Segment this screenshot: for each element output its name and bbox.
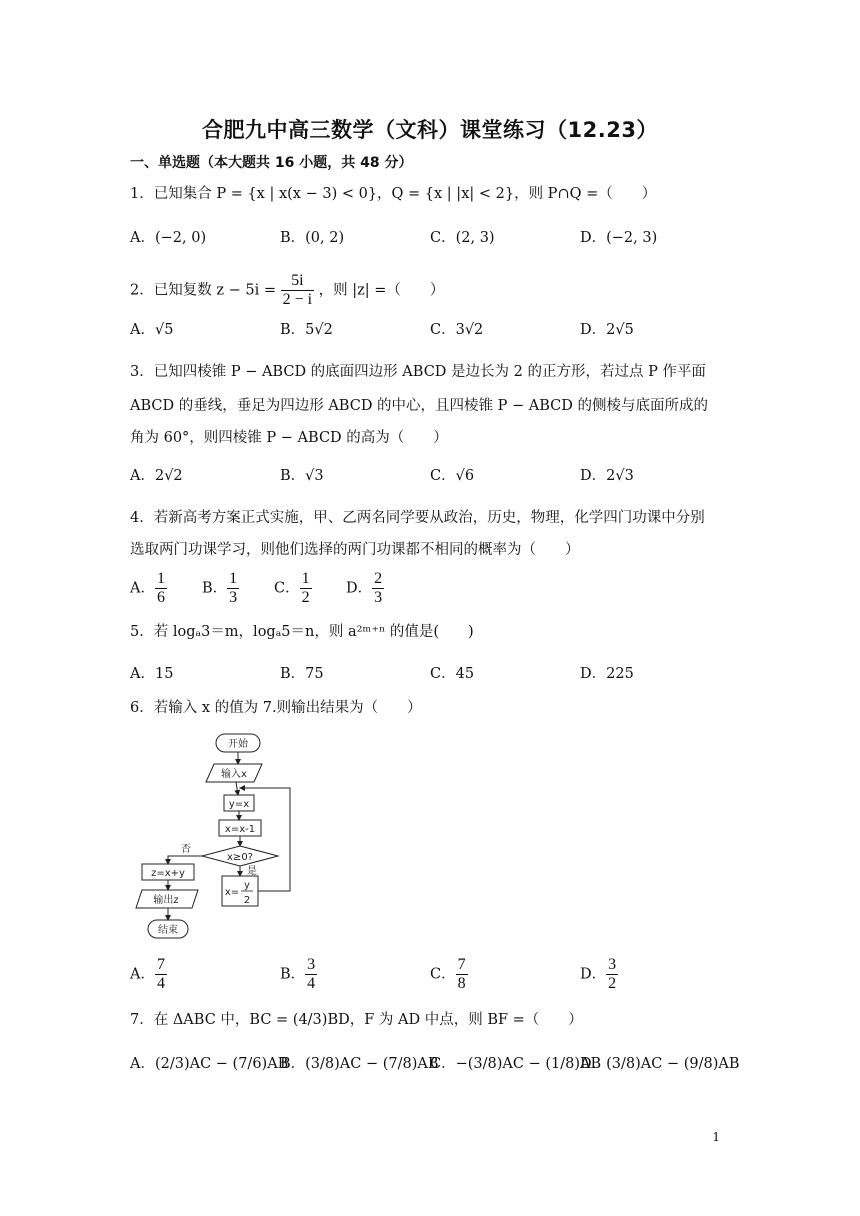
q2-option-c: C．3√2	[430, 322, 484, 338]
flow-half-lhs: x=	[224, 887, 240, 898]
q5-option-d: D．225	[580, 666, 634, 682]
section-heading: 一、单选题（本大题共 16 小题，共 48 分）	[130, 155, 413, 171]
flowchart	[128, 728, 308, 943]
flow-z: z=x+y	[151, 868, 185, 879]
q7-option-c: C．−(3/8)AC − (1/8)AB	[430, 1056, 602, 1072]
flow-half-den: 2	[243, 895, 251, 906]
q6-option-c: C． $\frac{7}{8}$	[430, 956, 466, 992]
q4-line-2: 选取两门功课学习，则他们选择的两门功课都不相同的概率为（ ）	[130, 542, 580, 558]
q5-option-c: C．45	[430, 666, 475, 682]
q5-option-b: B．75	[280, 666, 324, 682]
q3-line-3: 角为 60°，则四棱锥 P − ABCD 的高为（ ）	[130, 430, 448, 446]
q1-option-d: D．(−2, 3)	[580, 230, 658, 246]
q6-option-d: D． $\frac{3}{2}$	[580, 956, 617, 992]
q4-option-c: C． $\frac{1}{2}$	[274, 570, 310, 606]
q6-stem: 6．若输入 x 的值为 7.则输出结果为（ ）	[130, 700, 422, 716]
flow-end: 结束	[158, 925, 178, 936]
q2-stem-post: ，则 |z| =（ ）	[318, 282, 445, 299]
q1-option-a: A．(−2, 0)	[130, 230, 207, 246]
page-title: 合肥九中高三数学（文科）课堂练习（12.23）	[202, 118, 658, 142]
q7-stem: 7．在 ΔABC 中，BC = (4/3)BD，F 为 AD 中点，则 BF =（ ）	[130, 1012, 583, 1028]
q6-option-b: B． $\frac{3}{4}$	[280, 956, 316, 992]
q2-option-d: D．2√5	[580, 322, 634, 338]
q1-option-c: C．(2, 3)	[430, 230, 495, 246]
flow-yes-label: 是	[247, 866, 257, 877]
flow-output: 输出z	[153, 895, 179, 906]
q2-stem-pre: 2．已知复数 z − 5i =	[130, 282, 276, 299]
q4-option-d: D． $\frac{2}{3}$	[346, 570, 383, 606]
q4-option-b: B． $\frac{1}{3}$	[202, 570, 238, 606]
q3-option-c: C．√6	[430, 468, 475, 484]
flow-condition: x≥0?	[227, 852, 253, 863]
q2-option-b: B．5√2	[280, 322, 333, 338]
page-number: 1	[712, 1130, 720, 1144]
q5-stem: 5．若 logₐ3＝m，logₐ5＝n，则 a²ᵐ⁺ⁿ 的值是( )	[130, 624, 474, 640]
q4-option-a: A． $\frac{1}{6}$	[130, 570, 165, 606]
q2-option-a: A．√5	[130, 322, 174, 338]
q7-option-b: B．(3/8)AC − (7/8)AB	[280, 1056, 439, 1072]
q3-line-1: 3．已知四棱锥 P − ABCD 的底面四边形 ABCD 是边长为 2 的正方形，若过点 P 作平面	[130, 364, 706, 380]
q3-option-d: D．2√3	[580, 468, 634, 484]
q6-option-a: A． $\frac{7}{4}$	[130, 956, 165, 992]
q3-line-2: ABCD 的垂线，垂足为四边形 ABCD 的中心，且四棱锥 P − ABCD 的侧棱与底面所成的	[130, 398, 709, 414]
flow-start: 开始	[228, 739, 248, 750]
q4-line-1: 4．若新高考方案正式实施，甲、乙两名同学要从政治，历史，物理，化学四门功课中分别	[130, 510, 705, 526]
flow-input: 输入x	[221, 769, 247, 780]
q7-option-d: D．(3/8)AC − (9/8)AB	[580, 1056, 740, 1072]
q2-fraction: $\frac{5i}{2 - i}$	[282, 272, 313, 308]
q1-option-b: B．(0, 2)	[280, 230, 345, 246]
flow-half-num: y	[244, 880, 250, 891]
flow-assign-y: y=x	[228, 799, 250, 810]
flow-no-label: 否	[181, 844, 191, 855]
q2-stem	[130, 272, 444, 309]
q1-stem: 1．已知集合 P = {x | x(x − 3) < 0}，Q = {x | |x| < 2}，则 P∩Q =（ ）	[130, 186, 657, 202]
flow-decrement: x=x-1	[224, 824, 256, 835]
q7-option-a: A．(2/3)AC − (7/6)AB	[130, 1056, 289, 1072]
q3-option-a: A．2√2	[130, 468, 183, 484]
q5-option-a: A．15	[130, 666, 174, 682]
q3-option-b: B．√3	[280, 468, 324, 484]
